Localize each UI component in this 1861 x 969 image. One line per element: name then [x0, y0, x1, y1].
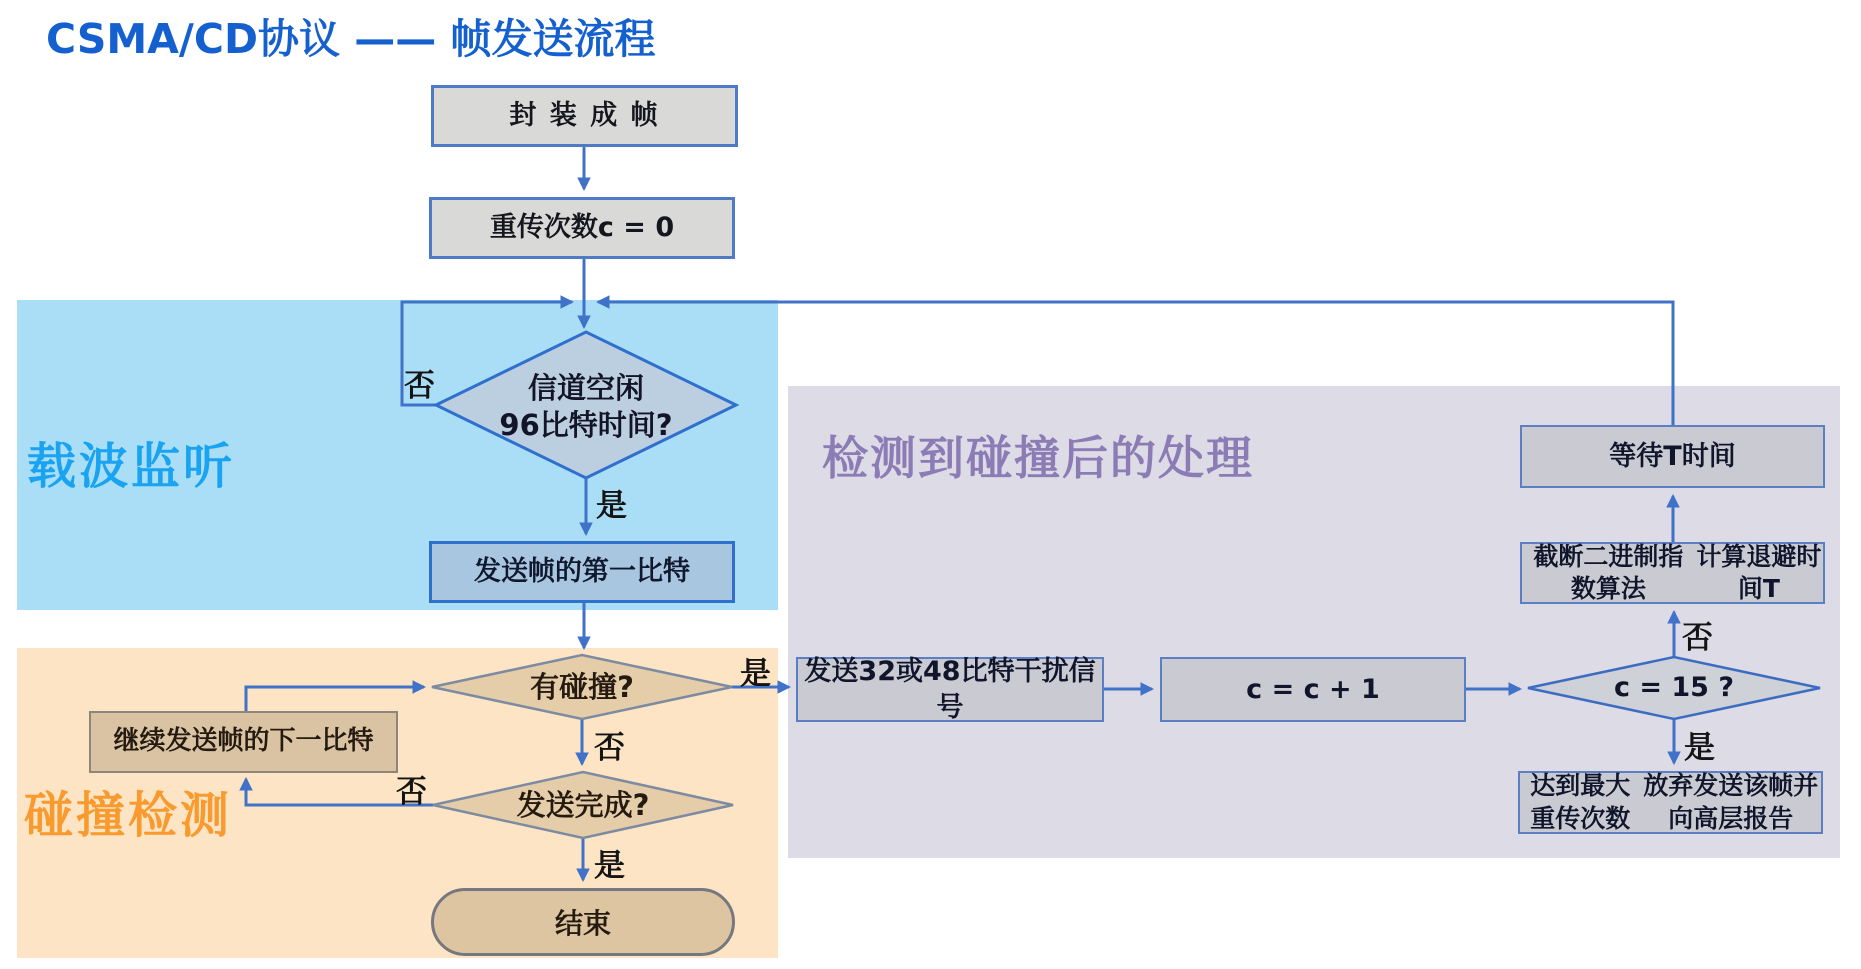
branch-yes-c-equals-15: 是: [1684, 730, 1715, 766]
diamond-text-c-equals-15: c = 15 ?: [1613, 671, 1735, 703]
node-encapsulate-frame: 封 装 成 帧: [431, 85, 738, 147]
backoff-line1: 截断二进制指数算法: [1533, 541, 1684, 603]
branch-no-send-complete: 否: [396, 774, 427, 810]
diamond-text-send-complete: 发送完成?: [516, 788, 650, 823]
node-wait-time-t: 等待T时间: [1520, 425, 1825, 488]
diamond-text-has-collision: 有碰撞?: [530, 670, 634, 705]
node-jam-signal: 发送32或48比特干扰信号: [796, 657, 1104, 722]
node-max-retries-abort: [1518, 771, 1823, 834]
page-title: CSMA/CD协议 —— 帧发送流程: [46, 15, 656, 63]
branch-yes-send-complete: 是: [594, 848, 625, 884]
branch-no-channel-idle: 否: [404, 368, 435, 404]
node-reset-retry-counter: 重传次数c = 0: [429, 197, 735, 259]
channel-idle-line2: 96比特时间?: [499, 408, 673, 442]
node-increment-counter: c = c + 1: [1160, 657, 1466, 722]
node-end: 结束: [431, 888, 735, 956]
label-collision-detection: 碰撞检测: [24, 787, 233, 844]
branch-no-has-collision: 否: [594, 730, 625, 766]
channel-idle-line1: 信道空闲: [527, 370, 644, 405]
branch-no-c-equals-15: 否: [1682, 620, 1713, 656]
diamond-text-channel-idle: [446, 362, 726, 452]
branch-yes-has-collision: 是: [740, 656, 771, 692]
node-send-first-bit: 发送帧的第一比特: [429, 541, 735, 603]
label-post-collision: 检测到碰撞后的处理: [822, 431, 1254, 485]
node-backoff-algorithm: [1520, 542, 1825, 604]
max-retry-line1: 达到最大重传次数: [1530, 771, 1631, 833]
max-retry-line2: 放弃发送该帧并向高层报告: [1643, 771, 1819, 833]
backoff-line2: 计算退避时间T: [1696, 541, 1822, 603]
label-carrier-sense: 载波监听: [27, 438, 236, 495]
branch-yes-channel-idle: 是: [596, 488, 627, 524]
node-continue-next-bit: 继续发送帧的下一比特: [89, 711, 398, 773]
